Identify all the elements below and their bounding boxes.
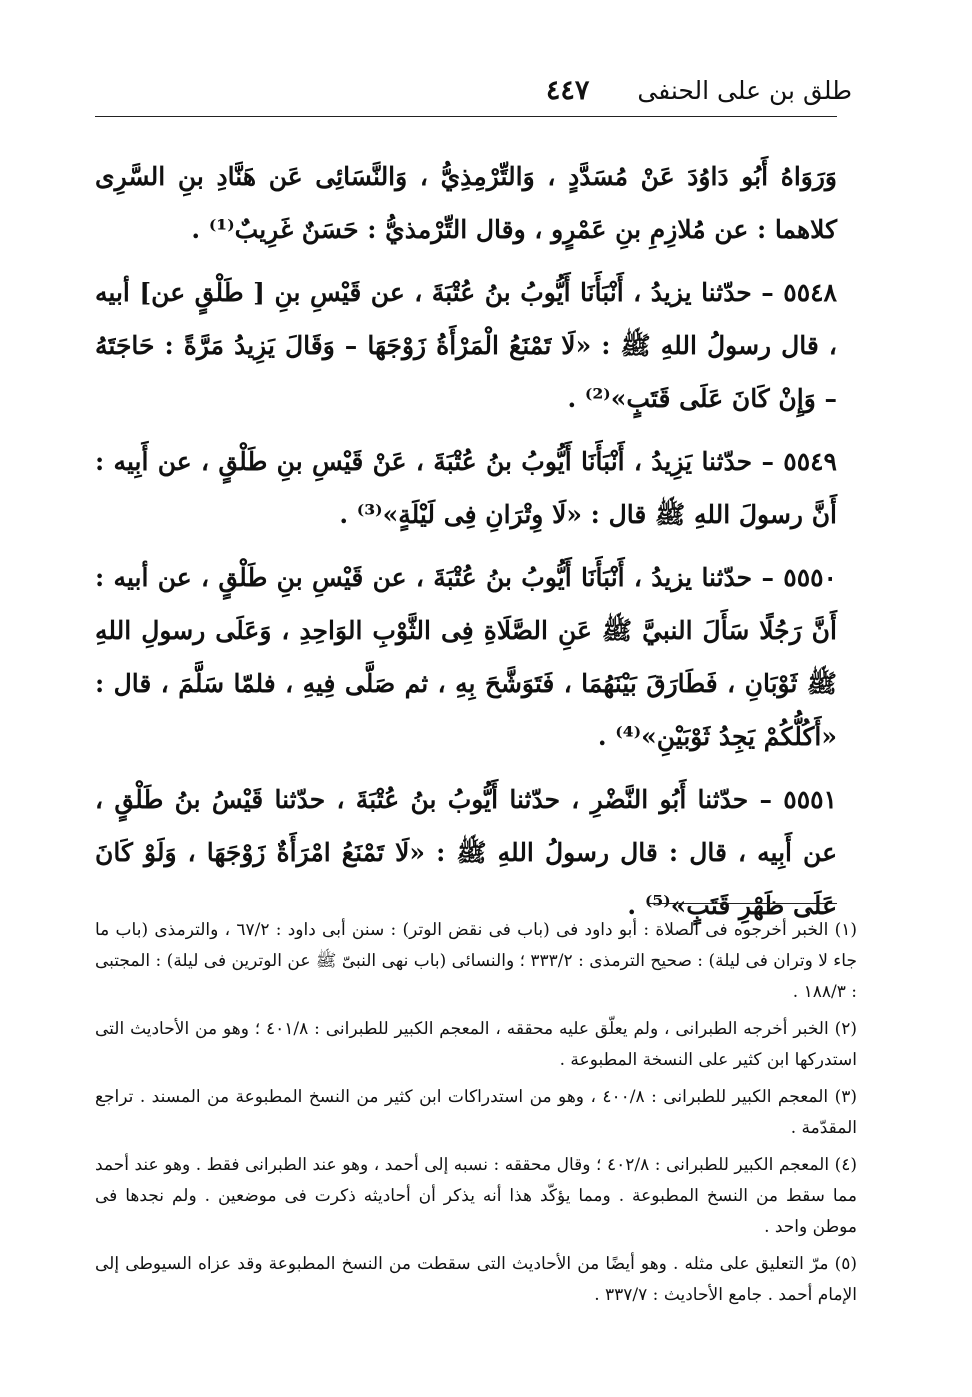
hadith-paragraph-5549 [95, 435, 837, 541]
running-header [110, 62, 852, 106]
footnote-5: (٥) مرّ التعليق على مثله . وهو أيضًا من الأحاديث التى سقطت من النسخ المطبوعة وقد عزاه السيوطى إلى الإمام أحمد . جامع الأحاديث : ٣٣٧/٧ . [95, 1254, 857, 1305]
hadith-paragraph-5548 [95, 266, 837, 425]
hadith-paragraph-intro [95, 150, 837, 256]
footnote-3: (٣) المعجم الكبير للطبرانى : ٤٠٠/٨ ، وهو من استدراكات ابن كثير من النسخ المطبوعة من المسند . تراجع المقدّمة . [95, 1087, 857, 1138]
hadith-text: – حدّثنا أَبُو النَّضْرِ ، حدّثنا أَيُّوبُ بنُ عُتْبَةَ ، حدّثنا قَيْسُ بنُ طَلْقٍ ، عن أَبِيه ، قال : قال رسولُ اللهِ ﷺ : «لَا تَمْنَعُ امْرَأَةٌ زَوْجَهَا ، وَلَوْ كَانَ عَلَى ظَهْرِ قَتَبٍ»⁽⁵⁾ . [95, 785, 837, 920]
hadith-number: ٥٥٥١ [783, 785, 837, 814]
hadith-number: ٥٥٥٠ [783, 563, 837, 592]
hadith-number: ٥٥٤٩ [783, 447, 837, 476]
hadith-text: – حدّثنا يزيدُ ، أَنْبَأَنَا أَيُّوبُ بنُ عُتْبَةَ ، عن قَيْسِ بنِ طَلْقٍ ، عن أبيه : أَنَّ رَجُلًا سَأَلَ النبيَّ ﷺ عَنِ الصَّلَاةِ فِى الثَّوْبِ الوَاحِدِ ، وَعَلَى رسولِ اللهِ ﷺ ثَوْبَانِ ، فَطَارَقَ بَيْنَهُمَا ، فَتَوَشَّحَ بِهِ ، ثم صَلَّى فِيهِ ، فلمّا سَلَّمَ ، قال : «أَكُلُّكُمْ يَجِدُ ثَوْبَيْنِ»⁽⁴⁾ . [95, 563, 837, 751]
header-title: طلق بن على الحنفى [637, 76, 852, 105]
page-number: ٤٤٧ [545, 75, 590, 106]
hadith-number: ٥٥٤٨ [783, 278, 837, 307]
hadith-text: – حدّثنا يَزِيدُ ، أَنْبَأَنَا أَيُّوبُ بنُ عُتْبَةَ ، عَنْ قَيْسِ بنِ طَلْقٍ ، عن أَبِيه : أَنَّ رسولَ اللهِ ﷺ قال : «لَا وِتْرَانِ فِى لَيْلَةٍ»⁽³⁾ . [95, 447, 837, 529]
hadith-text: – حدّثنا يزيدُ ، أَنْبَأَنَا أَيُّوبُ بنُ عُتْبَةَ ، عن قَيْسِ بنِ [ طَلْقٍ عن] أبيه ، قال رسولُ اللهِ ﷺ : «لَا تَمْنَعُ الْمَرْأَةُ زَوْجَهَا – وَقَالَ يَزِيدُ مَرَّةً : حَاجَتَهُ – وَإِنْ كَانَ عَلَى قَتَبٍ»⁽²⁾ . [95, 278, 837, 413]
footnote-rule [647, 903, 837, 904]
footnote-4: (٤) المعجم الكبير للطبرانى : ٤٠٢/٨ ؛ وقال محققه : نسبه إلى أحمد ، وهو عند الطبرانى فقط . وهو عند أحمد مما سقط من النسخ المطبوعة . ومما يؤكّد هذا أنه يذكر أن أحاديثه ذكرت فى موضعين . ولم نجدها فى موطن واحد . [95, 1155, 858, 1237]
main-text [95, 150, 837, 942]
header-rule [95, 116, 837, 117]
hadith-paragraph-5551 [95, 773, 837, 932]
hadith-text: وَرَوَاهُ أَبُو دَاوُدَ عَنْ مُسَدَّدٍ ، وَالتِّرْمِذِيُّ ، وَالنَّسَائِى عَن هَنَّادِ بنِ السَّرِى كلاهما : عن مُلازِمِ بنِ عَمْرٍو ، وقال التِّرْمذيُّ : حَسَنٌ غَرِيبٌ⁽¹⁾ . [95, 162, 837, 244]
footnote-2: (٢) الخبر أخرجه الطبرانى ، ولم يعلّق عليه محققه ، المعجم الكبير للطبرانى : ٤٠١/٨ ؛ وهو من الأحاديث التى استدركها ابن كثير على النسخة المطبوعة . [95, 1019, 857, 1070]
footnote-1: (١) الخبر أخرجوه فى الصلاة : أبو داود فى (باب فى نقض الوتر) : سنن أبى داود : ٦٧/٢ ، والترمذى (باب ما جاء لا وتران فى ليلة) : صحيح الترمذى : ٣٣٣/٢ ؛ والنسائى (باب نهى النبىّ ﷺ عن الوترين فى ليلة) : المجتبى : ١٨٨/٣ . [95, 920, 857, 1002]
hadith-paragraph-5550 [95, 551, 837, 763]
footnotes [95, 915, 857, 1317]
